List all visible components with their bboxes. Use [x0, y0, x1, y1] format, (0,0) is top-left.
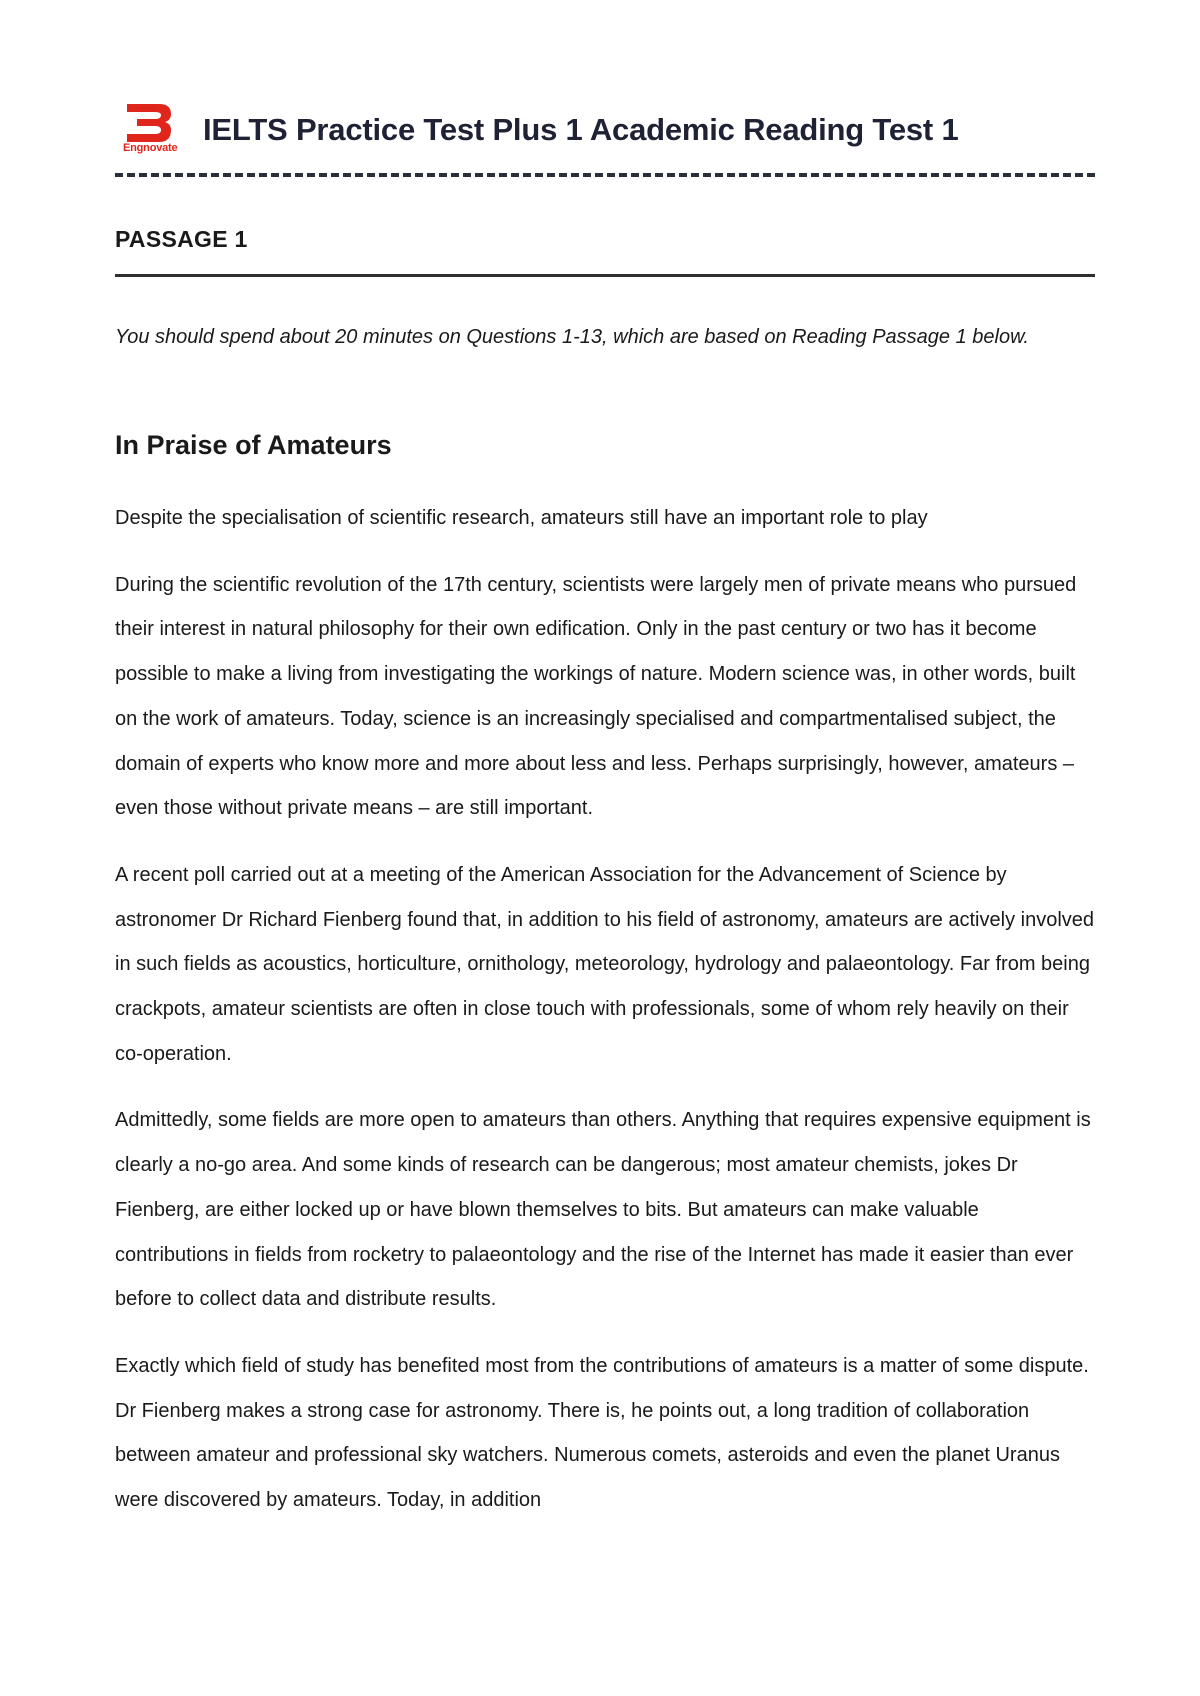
document-header — [115, 100, 1095, 160]
section-divider — [115, 274, 1095, 277]
dashed-divider — [115, 173, 1095, 177]
paragraph: During the scientific revolution of the 17th century, scientists were largely men of private means who pursued their interest in natural philosophy for their own edification. Only in the past century or two has it become possible to make a living from investigating the workings of nature. Modern science was, in other words, built on the work of amateurs. Today, science is an increasingly specialised and compartmentalised subject, the domain of experts who know more and more about less and less. Perhaps surprisingly, however, amateurs – even those without private means – are still important. — [115, 573, 1077, 820]
logo-wordmark: Engnovate — [123, 142, 178, 154]
passage-label: PASSAGE 1 — [115, 226, 248, 252]
paragraph: A recent poll carried out at a meeting of the American Association for the Advancement of Science by astronomer Dr Richard Fienberg found that, in addition to his field of astronomy, amateurs are actively involved in such fields as acoustics, horticulture, ornithology, meteorology, hydrology and palaeontology. Far from being crackpots, amateur scientists are often in close touch with professionals, some of whom rely heavily on their co-operation. — [115, 863, 1095, 1065]
paragraph: Admittedly, some fields are more open to amateurs than others. Anything that requires expensive equipment is clearly a no-go area. And some kinds of research can be dangerous; most amateur chemists, jokes Dr Fienberg, are either locked up or have blown themselves to bits. But amateurs can make valuable contributions in fields from rocketry to palaeontology and the rise of the Internet has made it easier than ever before to collect data and distribute results. — [115, 1109, 1091, 1311]
paragraph: Exactly which field of study has benefited most from the contributions of amateurs is a matter of some dispute. Dr Fienberg makes a strong case for astronomy. There is, he points out, a long tradition of collaboration between amateur and professional sky watchers. Numerous comets, asteroids and even the planet Uranus were discovered by amateurs. Today, in addition — [115, 1354, 1089, 1512]
article-subtitle: Despite the specialisation of scientific research, amateurs still have an important role to play — [115, 507, 928, 529]
article-body — [115, 496, 1095, 1545]
document-title: IELTS Practice Test Plus 1 Academic Reading Test 1 — [203, 112, 959, 147]
engnovate-logo — [115, 100, 183, 160]
article-title: In Praise of Amateurs — [115, 430, 392, 460]
passage-instructions: You should spend about 20 minutes on Questions 1-13, which are based on Reading Passage 1 below. — [115, 326, 1029, 348]
